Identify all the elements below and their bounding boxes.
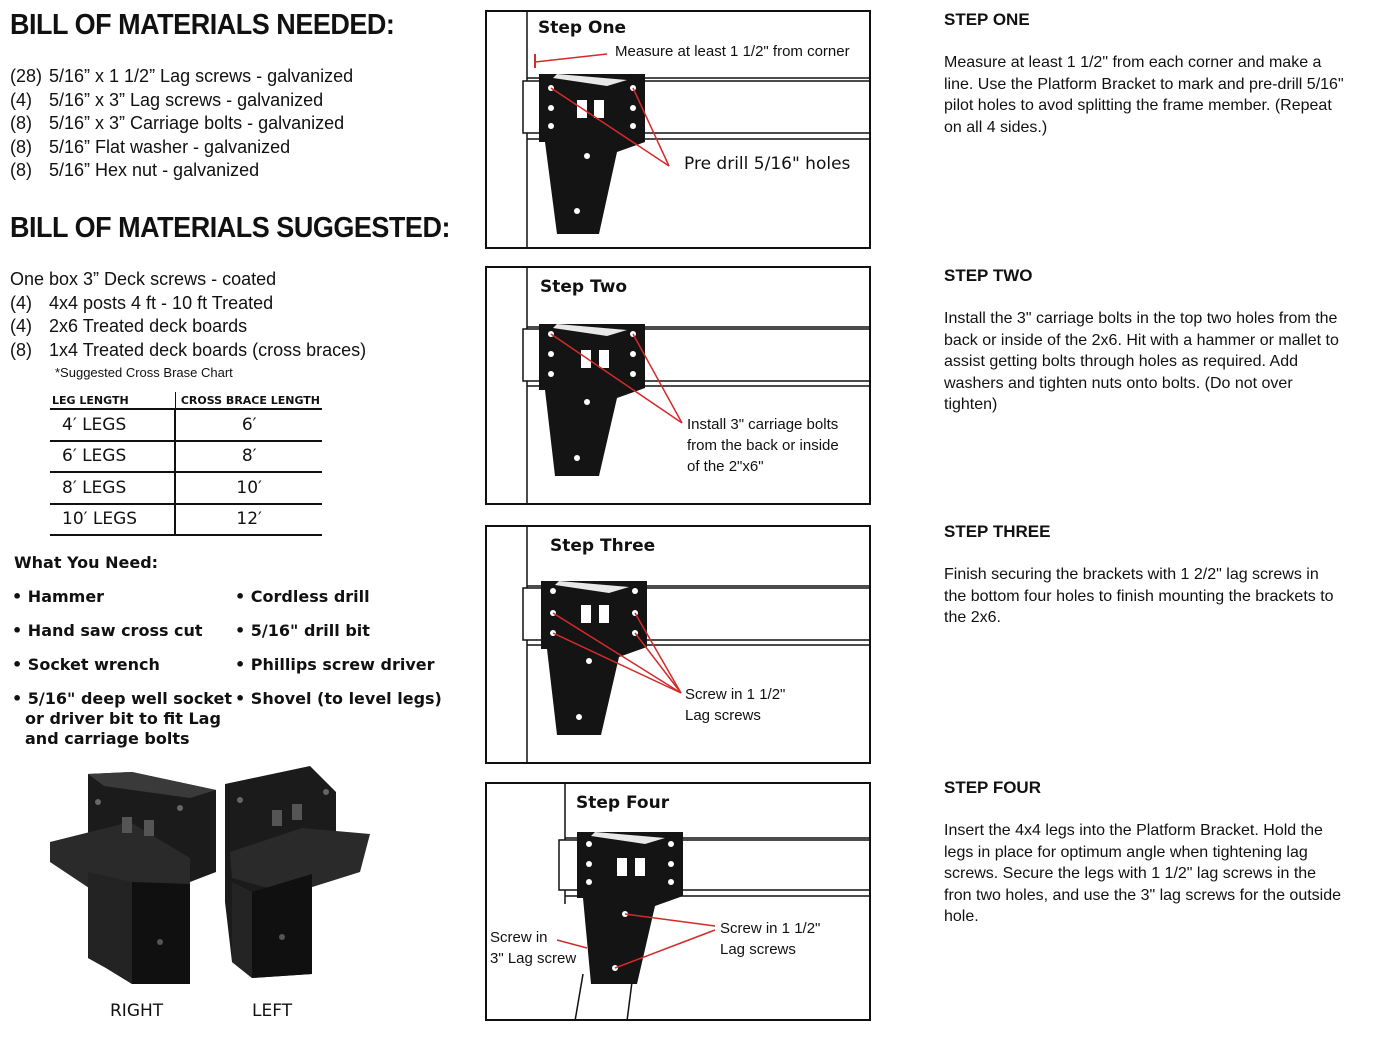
step-one-text: Measure at least 1 1/2" from each corner and make a line. Use the Platform Bracket to mark and pre-drill 5/16" pilot holes to avod splitting the frame member. (Repeat on all 4 sides.) — [944, 54, 1344, 136]
list-item: • Cordless drill — [235, 587, 370, 606]
list-item: (4) 5/16” x 3” Lag screws - galvanized — [10, 89, 324, 110]
left-bracket-image — [225, 766, 370, 978]
list-item: • 5/16" drill bit — [235, 621, 370, 640]
what-you-need-title: What You Need: — [14, 553, 159, 572]
step-three-drawing — [487, 527, 871, 764]
list-item: • Shovel (to level legs) — [235, 689, 442, 708]
callout-install-line-2: from the back or inside — [687, 437, 839, 454]
step-two-heading: STEP TWO — [944, 266, 1033, 285]
list-item: (8) 1x4 Treated deck boards (cross braces) — [10, 339, 367, 360]
chart-note: *Suggested Cross Brase Chart — [55, 365, 233, 380]
callout-screw-line-1: Screw in 1 1/2" — [685, 686, 786, 703]
list-item: or driver bit to fit Lag — [25, 709, 221, 728]
step-four-drawing — [487, 784, 871, 1021]
list-item: • Phillips screw driver — [235, 655, 435, 674]
needed-title: BILL OF MATERIALS NEEDED: — [10, 9, 395, 41]
table-row: 10′ LEGS 12′ — [50, 504, 322, 536]
step-one-heading: STEP ONE — [944, 10, 1030, 29]
step-three-diagram — [485, 525, 871, 764]
right-label: RIGHT — [110, 1001, 164, 1021]
bracket-photos — [40, 762, 380, 997]
callout-install-line-1: Install 3" carriage bolts — [687, 416, 839, 433]
list-item: (8) 5/16” Flat washer - galvanized — [10, 136, 291, 157]
step-four-heading: STEP FOUR — [944, 778, 1041, 797]
step-three-heading: STEP THREE — [944, 522, 1051, 541]
step-two-text: Install the 3" carriage bolts in the top two holes from the back or inside of the 2x6. Hit with a hammer or mallet to assist getting bolts through holes as required. Add washers and tighten nuts onto bolts. (Do not over tighten) — [944, 310, 1339, 413]
table-header: LEG LENGTH — [50, 392, 175, 409]
list-item: One box 3” Deck screws - coated — [10, 269, 277, 289]
list-item: (4) 2x6 Treated deck boards — [10, 316, 248, 336]
what-you-need-list — [0, 0, 460, 760]
step-two-title: Step Two — [540, 277, 628, 297]
list-item: (8) 5/16” Hex nut - galvanized — [10, 160, 260, 180]
table-row: 6′ LEGS 8′ — [50, 441, 322, 473]
list-item: • Socket wrench — [12, 655, 160, 674]
callout-3in-line-2: 3" Lag screw — [490, 950, 577, 967]
table-row: 4′ LEGS 6′ — [50, 409, 322, 441]
step-four-title: Step Four — [576, 793, 670, 813]
callout-3in-line-1: Screw in — [490, 929, 548, 946]
step-two-diagram — [485, 266, 871, 505]
list-item: • Hand saw cross cut — [12, 621, 203, 640]
table-row: 8′ LEGS 10′ — [50, 472, 322, 504]
list-item: (4) 4x4 posts 4 ft - 10 ft Treated — [10, 292, 274, 313]
list-item: (8) 5/16” x 3” Carriage bolts - galvanized — [10, 113, 345, 133]
step-three-title: Step Three — [550, 536, 656, 556]
step-four-text: Insert the 4x4 legs into the Platform Bracket. Hold the legs in place for optimum angle when tightening lag screws. Secure the legs with 1 1/2" lag screws in the fron two holes, and use the 3" lag screws for the outside hole. — [944, 822, 1342, 925]
right-bracket-image — [50, 772, 216, 984]
list-item: and carriage bolts — [25, 729, 190, 748]
callout-lag-line-2: Lag screws — [720, 941, 796, 958]
callout-screw-line-2: Lag screws — [685, 707, 761, 724]
table-header: CROSS BRACE LENGTH — [175, 392, 322, 409]
step-one-diagram — [485, 10, 871, 249]
left-label: LEFT — [252, 1001, 293, 1021]
step-one-title: Step One — [538, 18, 627, 38]
callout-install-line-3: of the 2"x6" — [687, 458, 764, 475]
suggested-title: BILL OF MATERIALS SUGGESTED: — [10, 212, 450, 244]
list-item: (28) 5/16” x 1 1/2” Lag screws - galvanized — [10, 66, 354, 86]
list-item: • 5/16" deep well socket — [12, 689, 233, 708]
callout-pre-drill: Pre drill 5/16" holes — [684, 154, 851, 174]
list-item: • Hammer — [12, 587, 105, 606]
step-four-diagram — [485, 782, 871, 1021]
step-three-text: Finish securing the brackets with 1 2/2" lag screws in the bottom four holes to finish mounting the brackets to the 2x6. — [944, 566, 1334, 626]
callout-lag-line-1: Screw in 1 1/2" — [720, 920, 821, 937]
step-two-drawing — [487, 268, 871, 505]
callout-measure: Measure at least 1 1/2" from corner — [615, 43, 850, 60]
